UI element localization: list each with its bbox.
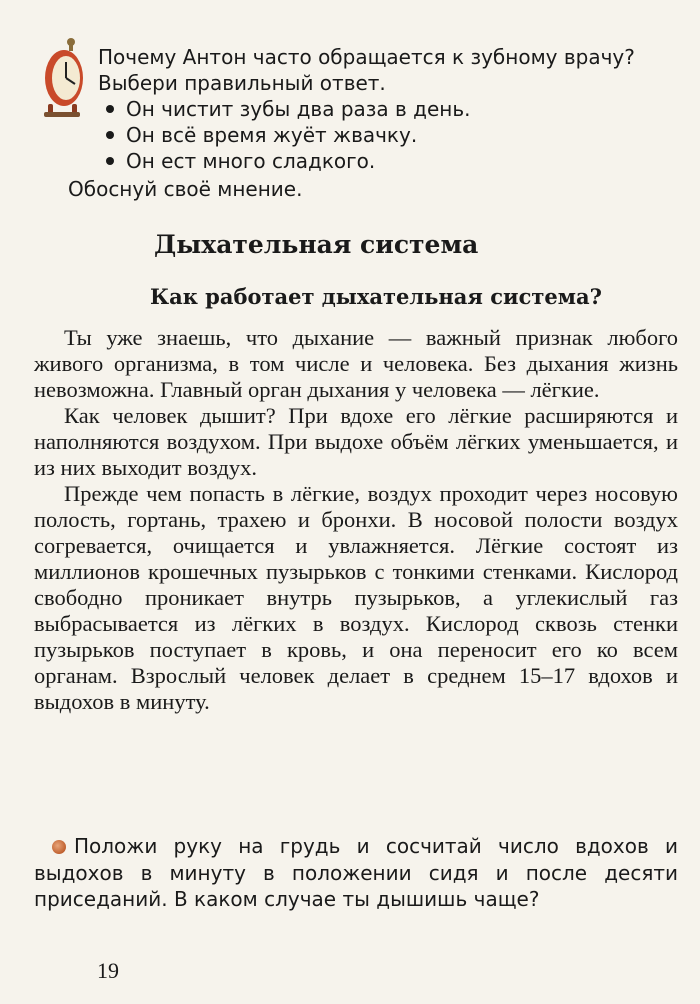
paragraph: Как человек дышит? При вдохе его лёгкие расширяются и наполняются воздухом. При выдохе объём лёгких уменьшается, и из них выходит воздух.	[34, 403, 678, 480]
activity-text: Положи руку на грудь и сосчитай число вдохов и выдохов в минуту в положении сидя и после десяти приседаний. В каком случае ты дышишь чаще?	[34, 834, 678, 911]
answer-option: Он ест много сладкого.	[98, 148, 688, 174]
section-subtitle: Как работает дыхательная система?	[150, 284, 602, 309]
main-text	[34, 325, 678, 715]
paragraph: Прежде чем попасть в лёгкие, воздух проходит через носовую полость, гортань, трахею и бронхи. В носовой полости воздух согревается, очищается и увлажняется. Лёгкие состоят из миллионов крошечных пузырьков с тонкими стенками. Кислород свободно проникает внутрь пузырьков, а углекислый газ выбрасывается из лёгких в воздух. Кислород сквозь стенки пузырьков поступает в кровь, и она переносит его ко всем органам. Взрослый человек делает в среднем 15–17 вдохов и выдохов в минуту.	[34, 481, 678, 714]
task-text	[98, 44, 688, 174]
task-question: Почему Антон часто обращается к зубному врачу? Выбери правильный ответ.	[98, 45, 635, 95]
paragraph: Ты уже знаешь, что дыхание — важный признак любого живого организма, в том числе и человека. Без дыхания жизнь невозможна. Главный орган дыхания у человека — лёгкие.	[34, 325, 678, 402]
orange-dot-icon	[52, 840, 66, 854]
answer-option: Он чистит зубы два раза в день.	[98, 96, 688, 122]
page-number: 19	[97, 958, 119, 983]
activity-task	[34, 833, 678, 913]
answer-options	[98, 96, 688, 174]
alarm-clock-icon	[38, 36, 86, 120]
answer-option: Он всё время жуёт жвачку.	[98, 122, 688, 148]
section-title: Дыхательная система	[154, 230, 479, 259]
justify-instruction: Обоснуй своё мнение.	[68, 177, 303, 201]
